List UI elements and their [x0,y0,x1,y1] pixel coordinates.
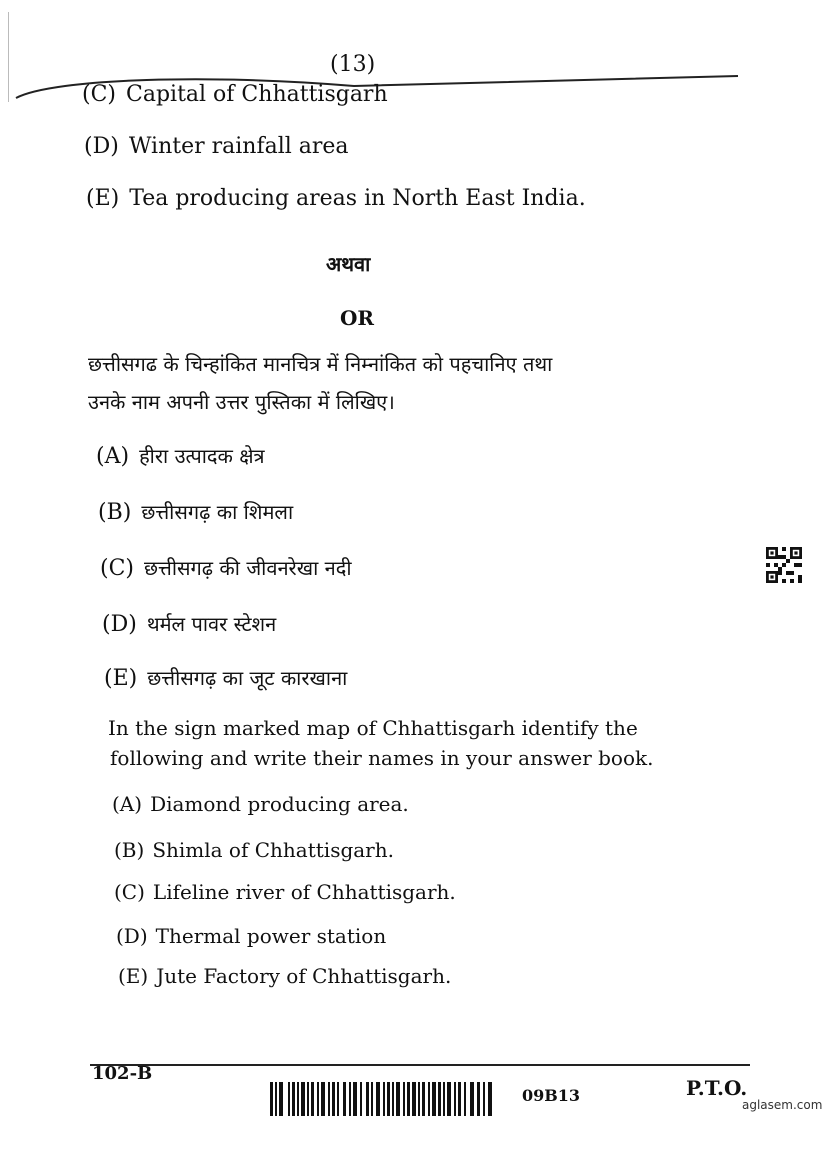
english-question-line-1: In the sign marked map of Chhattisgarh identify the [108,716,638,740]
english-item-d: (D) Thermal power station [116,924,387,948]
hindi-question-line-2: उनके नाम अपनी उत्तर पुस्तिका में लिखिए। [88,390,395,414]
hindi-item-e: (E) छत्तीसगढ़ का जूट कारखाना [104,666,348,691]
english-top-item-d: (D) Winter rainfall area [84,134,349,159]
hindi-item-c: (C) छत्तीसगढ़ की जीवनरेखा नदी [100,556,352,581]
english-question-line-2: following and write their names in your answer book. [110,746,654,770]
english-item-b: (B) Shimla of Chhattisgarh. [114,838,394,862]
qr-code-icon [766,547,802,583]
english-item-e: (E) Jute Factory of Chhattisgarh. [118,964,452,988]
english-item-a: (A) Diamond producing area. [112,792,409,816]
barcode-label: 09B13 [522,1086,581,1105]
english-top-item-c: (C) Capital of Chhattisgarh [82,82,388,107]
english-item-c: (C) Lifeline river of Chhattisgarh. [114,880,456,904]
hindi-item-a: (A) हीरा उत्पादक क्षेत्र [96,444,265,469]
hindi-item-b: (B) छत्तीसगढ़ का शिमला [98,500,294,525]
english-top-item-e: (E) Tea producing areas in North East India. [86,186,586,211]
hindi-item-d: (D) थर्मल पावर स्टेशन [102,612,277,637]
scan-edge-mark [8,12,9,102]
page-number: (13) [330,52,376,77]
barcode-icon [270,1082,494,1116]
hindi-question-line-1: छत्तीसगढ के चिन्हांकित मानचित्र में निम्नांकित को पहचानिए तथा [88,352,553,376]
or-hindi: अथवा [326,252,371,276]
pto-label: P.T.O. [686,1076,748,1100]
footer-rule [90,1064,750,1066]
or-english: OR [340,306,375,330]
watermark-site: aglasem.com [742,1098,823,1112]
paper-code: 102-B [92,1063,153,1084]
